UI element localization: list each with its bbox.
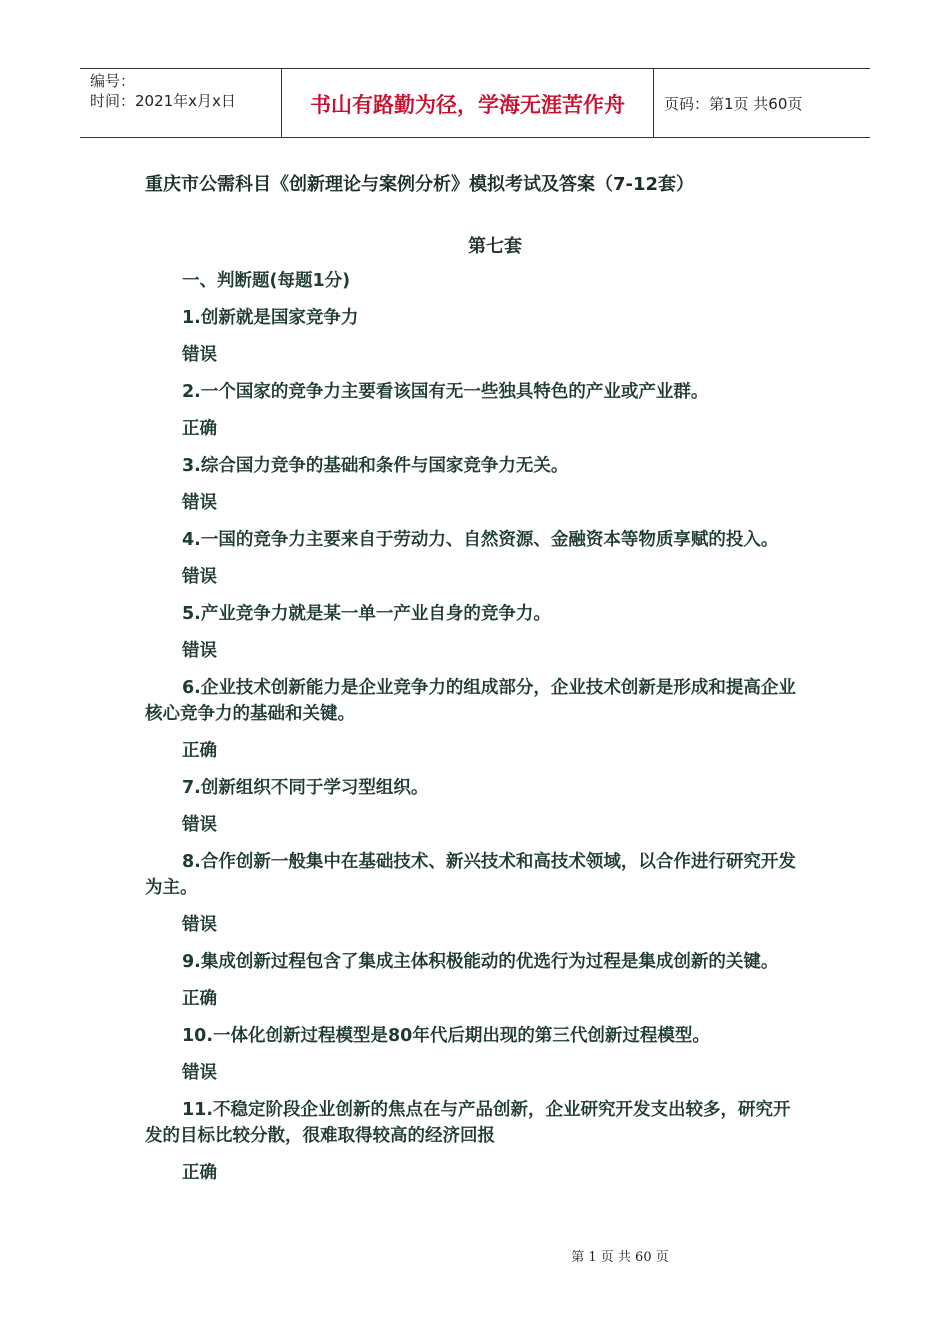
question-text: 5.产业竞争力就是某一单一产业自身的竞争力。 bbox=[182, 604, 551, 624]
answer-text: 正确 bbox=[182, 989, 217, 1009]
question-text: 8.合作创新一般集中在基础技术、新兴技术和高技术领域，以合作进行研究开发为主。 bbox=[145, 852, 796, 898]
answer-text: 错误 bbox=[182, 1063, 217, 1083]
answer-text: 错误 bbox=[182, 345, 217, 365]
question-text: 3.综合国力竞争的基础和条件与国家竞争力无关。 bbox=[182, 456, 569, 476]
answer-text: 正确 bbox=[182, 1163, 217, 1183]
question-text: 1.创新就是国家竞争力 bbox=[182, 308, 359, 328]
question-text: 6.企业技术创新能力是企业竞争力的组成部分，企业技术创新是形成和提高企业核心竞争力的基础和关键。 bbox=[145, 678, 796, 724]
answer-text: 错误 bbox=[182, 567, 217, 587]
question-text: 9.集成创新过程包含了集成主体积极能动的优选行为过程是集成创新的关键。 bbox=[182, 952, 779, 972]
answer-text: 正确 bbox=[182, 741, 217, 761]
question-text: 11.不稳定阶段企业创新的焦点在与产品创新，企业研究开发支出较多，研究开发的目标比较分散，很难取得较高的经济回报 bbox=[145, 1100, 791, 1146]
answer-text: 错误 bbox=[182, 641, 217, 661]
question-text: 7.创新组织不同于学习型组织。 bbox=[182, 778, 429, 798]
question-text: 4.一国的竞争力主要来自于劳动力、自然资源、金融资本等物质享赋的投入。 bbox=[182, 530, 779, 550]
answer-text: 错误 bbox=[182, 493, 217, 513]
page-footer: 第 1 页 共 60 页 bbox=[571, 1250, 669, 1265]
header-motto: 书山有路勤为径，学海无涯苦作舟 bbox=[310, 93, 625, 117]
serial-label: 编号： bbox=[90, 72, 136, 90]
document-title: 重庆市公需科目《创新理论与案例分析》模拟考试及答案（7-12套） bbox=[145, 174, 695, 195]
question-text: 10.一体化创新过程模型是80年代后期出现的第三代创新过程模型。 bbox=[182, 1026, 710, 1046]
qa-container bbox=[145, 305, 805, 1186]
answer-text: 正确 bbox=[182, 419, 217, 439]
section-heading: 一、判断题(每题1分) bbox=[182, 271, 351, 291]
header-divider bbox=[653, 69, 654, 137]
document-header bbox=[80, 68, 870, 138]
answer-text: 错误 bbox=[182, 915, 217, 935]
question-text: 2.一个国家的竞争力主要看该国有无一些独具特色的产业或产业群。 bbox=[182, 382, 709, 402]
date-label: 时间：2021年x月x日 bbox=[90, 92, 236, 110]
question-list bbox=[145, 268, 805, 1197]
header-page-info: 页码：第1页 共60页 bbox=[664, 95, 803, 113]
header-meta bbox=[90, 71, 236, 111]
set-title: 第七套 bbox=[468, 236, 522, 257]
answer-text: 错误 bbox=[182, 815, 217, 835]
